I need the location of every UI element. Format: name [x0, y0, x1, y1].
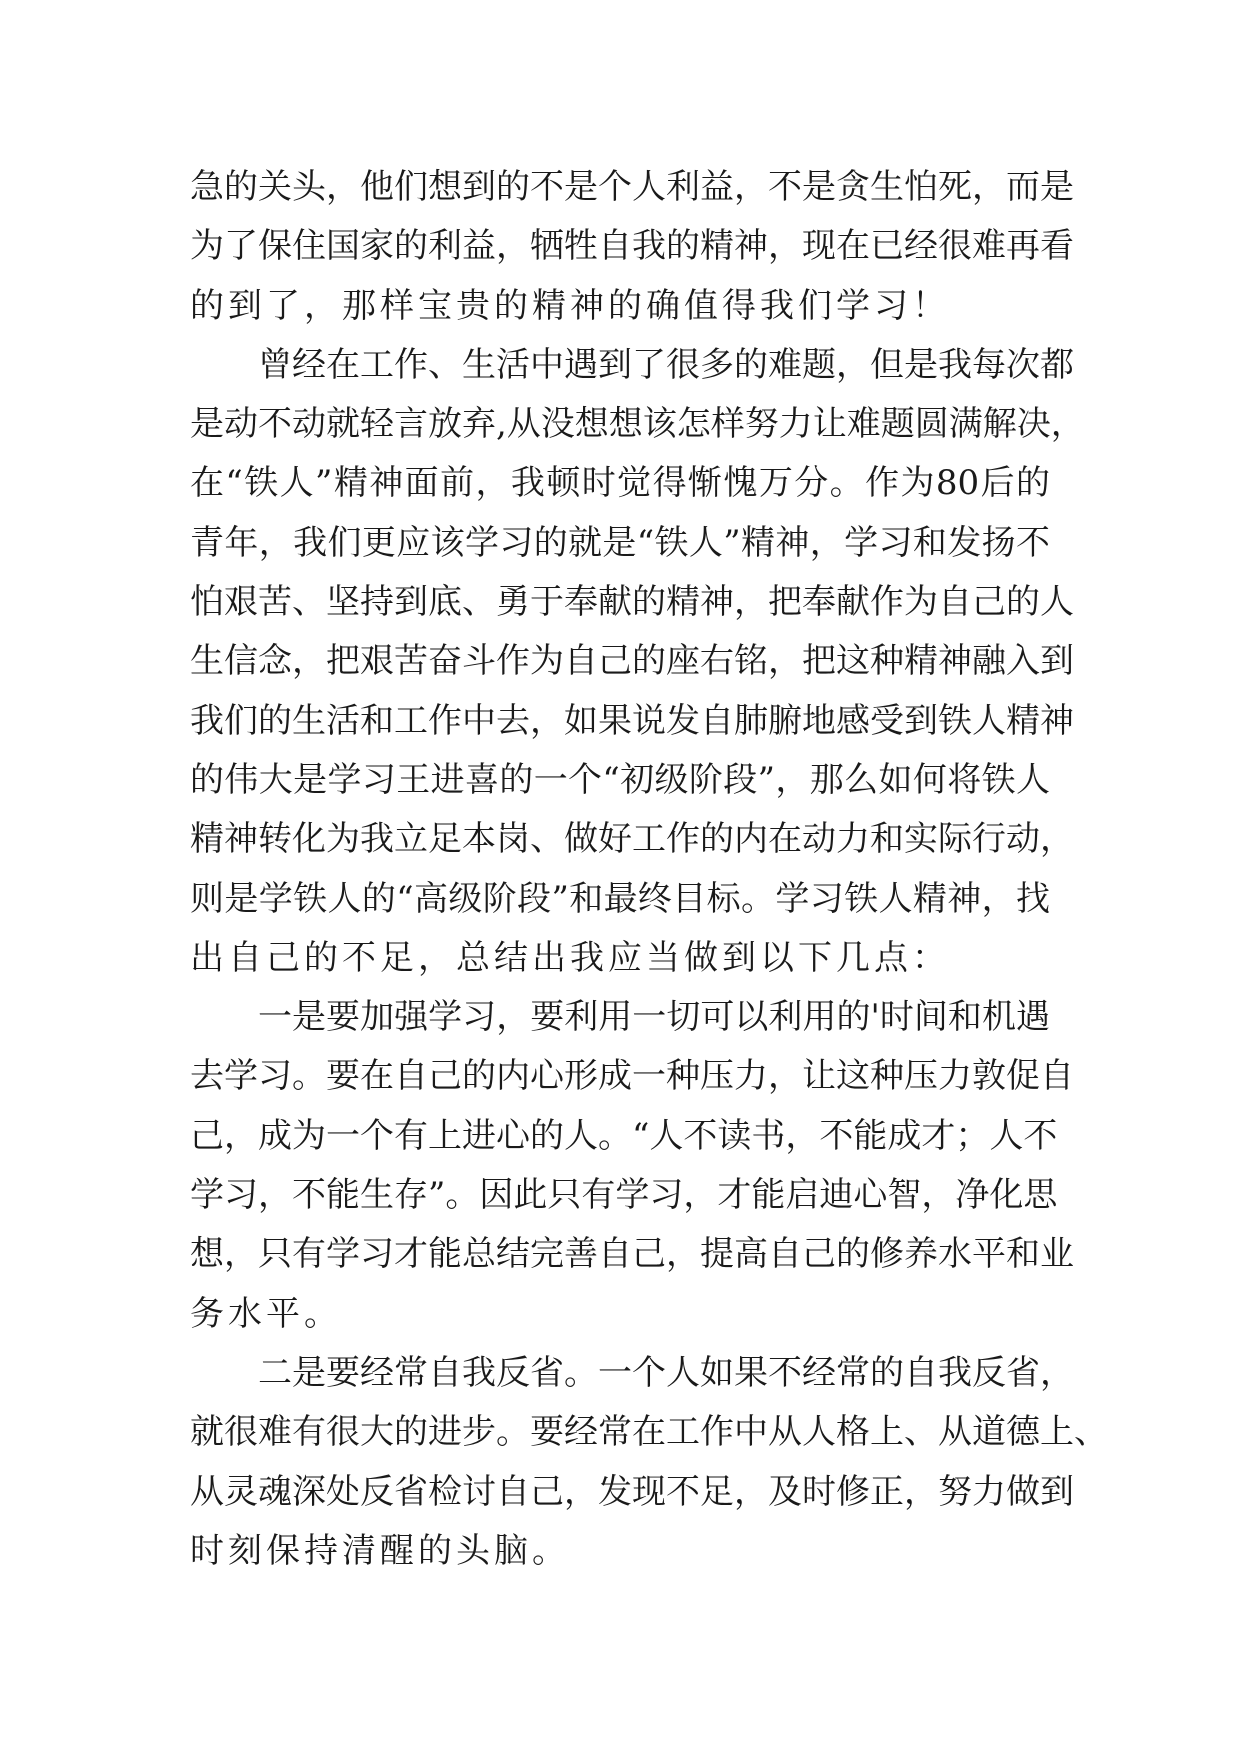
text-line: 的伟大是学习王进喜的一个“初级阶段”，那么如何将铁人 [190, 759, 1050, 800]
text-line: 曾经在工作、生活中遇到了很多的难题，但是我每次都 [258, 344, 1074, 385]
text-line: 的到了，那样宝贵的精神的确值得我们学习！ [190, 285, 950, 326]
text-line: 急的关头，他们想到的不是个人利益，不是贪生怕死，而是 [190, 167, 1074, 207]
text-line: 是动不动就轻言放弃,从没想想该怎样努力让难题圆满解决， [190, 404, 1085, 445]
text-line: 出自己的不足，总结出我应当做到以下几点： [190, 937, 950, 978]
text-line: 怕艰苦、坚持到底、勇于奉献的精神，把奉献作为自己的人 [190, 582, 1074, 623]
text-line: 为了保住国家的利益，牺牲自我的精神，现在已经很难再看 [190, 226, 1074, 267]
text-line: 精神转化为我立足本岗、做好工作的内在动力和实际行动， [190, 819, 1074, 860]
paragraph-1 [190, 158, 1074, 336]
text-line: 二是要经常自我反省。一个人如果不经常的自我反省， [258, 1352, 1074, 1393]
text-line: 生信念，把艰苦奋斗作为自己的座右铭，把这种精神融入到 [190, 641, 1074, 682]
text-line: 己，成为一个有上进心的人。“人不读书，不能成才；人不 [190, 1115, 1058, 1156]
document-page [190, 158, 1108, 1581]
paragraph-2 [190, 336, 1085, 988]
paragraph-4 [190, 1344, 1108, 1581]
text-line: 在“铁人”精神面前，我顿时觉得惭愧万分。作为80后的 [190, 463, 1050, 504]
paragraph-3 [190, 988, 1074, 1344]
text-line: 想，只有学习才能总结完善自己，提高自己的修养水平和业 [190, 1234, 1074, 1275]
text-line: 从灵魂深处反省检讨自己，发现不足，及时修正，努力做到 [190, 1471, 1074, 1512]
text-line: 青年，我们更应该学习的就是“铁人”精神，学习和发扬不 [190, 522, 1050, 563]
text-line: 我们的生活和工作中去，如果说发自肺腑地感受到铁人精神 [190, 700, 1074, 741]
text-line: 则是学铁人的“高级阶段”和最终目标。学习铁人精神，找 [190, 878, 1050, 919]
text-line: 一是要加强学习，要利用一切可以利用的'时间和机遇 [258, 997, 1050, 1038]
text-line: 时刻保持清醒的头脑。 [190, 1530, 570, 1571]
text-line: 学习，不能生存”。因此只有学习，才能启迪心智，净化思 [190, 1175, 1058, 1216]
text-line: 去学习。要在自己的内心形成一种压力，让这种压力敦促自 [190, 1056, 1074, 1097]
text-line: 就很难有很大的进步。要经常在工作中从人格上、从道德上、 [190, 1412, 1108, 1453]
text-line: 务水平。 [190, 1293, 342, 1334]
